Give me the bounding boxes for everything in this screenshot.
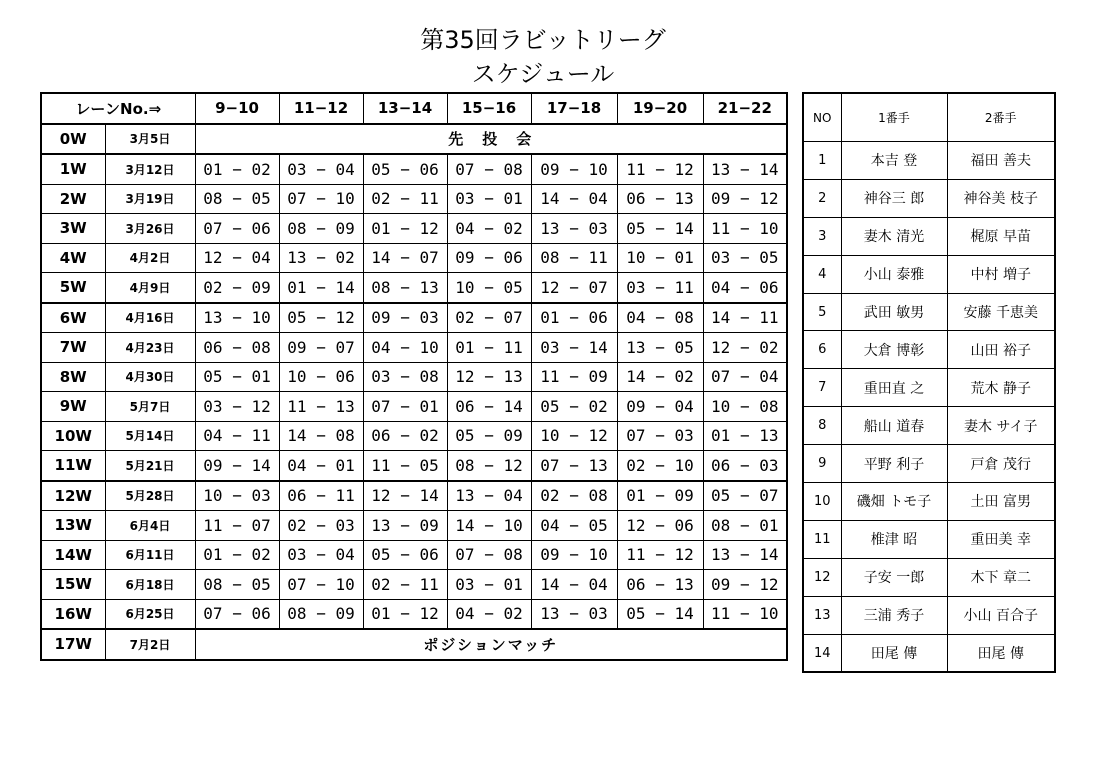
pair-cell: 06 − 08 bbox=[195, 333, 279, 363]
first-player-cell: 大倉 博彰 bbox=[841, 331, 947, 369]
pair-cell: 03 − 12 bbox=[195, 392, 279, 422]
second-player-cell: 荒木 静子 bbox=[947, 369, 1055, 407]
pair-cell: 11 − 12 bbox=[617, 540, 703, 570]
pair-cell: 13 − 09 bbox=[363, 511, 447, 541]
no-cell: 3 bbox=[803, 217, 841, 255]
pair-cell: 02 − 11 bbox=[363, 570, 447, 600]
pair-cell: 07 − 08 bbox=[447, 540, 531, 570]
pair-cell: 02 − 10 bbox=[617, 451, 703, 481]
pair-cell: 05 − 14 bbox=[617, 599, 703, 629]
week-cell: 11W bbox=[41, 451, 105, 481]
schedule-row bbox=[41, 392, 787, 422]
second-player-cell: 小山 百合子 bbox=[947, 596, 1055, 634]
pair-cell: 05 − 07 bbox=[703, 481, 787, 511]
pair-cell: 13 − 03 bbox=[531, 214, 617, 244]
second-player-cell: 神谷美 枝子 bbox=[947, 179, 1055, 217]
date-cell: 3月12日 bbox=[105, 154, 195, 184]
date-cell: 4月16日 bbox=[105, 303, 195, 333]
week-cell: 14W bbox=[41, 540, 105, 570]
pair-cell: 07 − 06 bbox=[195, 214, 279, 244]
date-cell: 6月11日 bbox=[105, 540, 195, 570]
date-cell: 7月2日 bbox=[105, 629, 195, 660]
pair-cell: 05 − 06 bbox=[363, 540, 447, 570]
first-player-cell: 妻木 清光 bbox=[841, 217, 947, 255]
schedule-table bbox=[40, 92, 788, 661]
week-cell: 6W bbox=[41, 303, 105, 333]
schedule-row bbox=[41, 154, 787, 184]
date-cell: 5月28日 bbox=[105, 481, 195, 511]
pair-cell: 12 − 14 bbox=[363, 481, 447, 511]
no-cell: 7 bbox=[803, 369, 841, 407]
second-player-cell: 妻木 サイ子 bbox=[947, 407, 1055, 445]
pair-cell: 14 − 10 bbox=[447, 511, 531, 541]
first-player-cell: 椎津 昭 bbox=[841, 520, 947, 558]
pair-cell: 09 − 12 bbox=[703, 184, 787, 214]
pair-cell: 12 − 04 bbox=[195, 243, 279, 273]
player-row bbox=[803, 331, 1055, 369]
pair-cell: 11 − 13 bbox=[279, 392, 363, 422]
players-table bbox=[802, 92, 1056, 673]
first-header: 1番手 bbox=[841, 93, 947, 142]
pair-cell: 07 − 08 bbox=[447, 154, 531, 184]
week-cell: 1W bbox=[41, 154, 105, 184]
no-cell: 4 bbox=[803, 255, 841, 293]
schedule-row bbox=[41, 333, 787, 363]
schedule-row bbox=[41, 629, 787, 660]
schedule-row bbox=[41, 451, 787, 481]
title-line-2: スケジュール bbox=[471, 60, 615, 88]
pair-cell: 12 − 06 bbox=[617, 511, 703, 541]
pair-cell: 07 − 03 bbox=[617, 421, 703, 451]
pair-cell: 13 − 10 bbox=[195, 303, 279, 333]
pair-cell: 13 − 02 bbox=[279, 243, 363, 273]
first-player-cell: 平野 利子 bbox=[841, 445, 947, 483]
pair-cell: 09 − 03 bbox=[363, 303, 447, 333]
player-row bbox=[803, 596, 1055, 634]
pair-cell: 07 − 13 bbox=[531, 451, 617, 481]
no-cell: 1 bbox=[803, 142, 841, 180]
second-player-cell: 安藤 千恵美 bbox=[947, 293, 1055, 331]
slot-header: 15−16 bbox=[447, 93, 531, 124]
pair-cell: 04 − 02 bbox=[447, 214, 531, 244]
pair-cell: 09 − 10 bbox=[531, 154, 617, 184]
pair-cell: 09 − 14 bbox=[195, 451, 279, 481]
player-row bbox=[803, 483, 1055, 521]
pair-cell: 01 − 12 bbox=[363, 599, 447, 629]
pair-cell: 11 − 07 bbox=[195, 511, 279, 541]
pair-cell: 02 − 11 bbox=[363, 184, 447, 214]
week-cell: 9W bbox=[41, 392, 105, 422]
date-cell: 5月14日 bbox=[105, 421, 195, 451]
date-cell: 4月30日 bbox=[105, 362, 195, 392]
player-row bbox=[803, 445, 1055, 483]
pair-cell: 09 − 06 bbox=[447, 243, 531, 273]
no-cell: 9 bbox=[803, 445, 841, 483]
lane-label: レーンNo.⇒ bbox=[41, 93, 195, 124]
date-cell: 4月23日 bbox=[105, 333, 195, 363]
player-row bbox=[803, 558, 1055, 596]
player-row bbox=[803, 520, 1055, 558]
schedule-header-row bbox=[41, 93, 787, 124]
pair-cell: 02 − 03 bbox=[279, 511, 363, 541]
pair-cell: 05 − 06 bbox=[363, 154, 447, 184]
pair-cell: 14 − 02 bbox=[617, 362, 703, 392]
week-cell: 0W bbox=[41, 124, 105, 155]
pair-cell: 02 − 09 bbox=[195, 273, 279, 303]
player-row bbox=[803, 369, 1055, 407]
pair-cell: 01 − 12 bbox=[363, 214, 447, 244]
second-header: 2番手 bbox=[947, 93, 1055, 142]
pair-cell: 12 − 07 bbox=[531, 273, 617, 303]
week-cell: 17W bbox=[41, 629, 105, 660]
pair-cell: 03 − 04 bbox=[279, 154, 363, 184]
pair-cell: 10 − 06 bbox=[279, 362, 363, 392]
player-row bbox=[803, 179, 1055, 217]
date-cell: 5月7日 bbox=[105, 392, 195, 422]
schedule-row bbox=[41, 570, 787, 600]
pair-cell: 09 − 12 bbox=[703, 570, 787, 600]
week-cell: 2W bbox=[41, 184, 105, 214]
pair-cell: 04 − 10 bbox=[363, 333, 447, 363]
pair-cell: 08 − 11 bbox=[531, 243, 617, 273]
pair-cell: 05 − 01 bbox=[195, 362, 279, 392]
date-cell: 3月19日 bbox=[105, 184, 195, 214]
pair-cell: 13 − 14 bbox=[703, 154, 787, 184]
schedule-row bbox=[41, 273, 787, 303]
pair-cell: 13 − 14 bbox=[703, 540, 787, 570]
schedule-row bbox=[41, 124, 787, 155]
no-cell: 2 bbox=[803, 179, 841, 217]
schedule-row bbox=[41, 599, 787, 629]
pair-cell: 14 − 07 bbox=[363, 243, 447, 273]
schedule-row bbox=[41, 243, 787, 273]
pair-cell: 01 − 14 bbox=[279, 273, 363, 303]
pair-cell: 11 − 10 bbox=[703, 599, 787, 629]
pair-cell: 07 − 10 bbox=[279, 184, 363, 214]
week-cell: 15W bbox=[41, 570, 105, 600]
pair-cell: 11 − 05 bbox=[363, 451, 447, 481]
first-player-cell: 小山 泰雅 bbox=[841, 255, 947, 293]
players-header-row bbox=[803, 93, 1055, 142]
pair-cell: 07 − 10 bbox=[279, 570, 363, 600]
pair-cell: 01 − 02 bbox=[195, 154, 279, 184]
week-cell: 5W bbox=[41, 273, 105, 303]
pair-cell: 10 − 08 bbox=[703, 392, 787, 422]
week-cell: 4W bbox=[41, 243, 105, 273]
no-cell: 5 bbox=[803, 293, 841, 331]
slot-header: 19−20 bbox=[617, 93, 703, 124]
date-cell: 4月9日 bbox=[105, 273, 195, 303]
pair-cell: 01 − 09 bbox=[617, 481, 703, 511]
pair-cell: 12 − 02 bbox=[703, 333, 787, 363]
no-cell: 10 bbox=[803, 483, 841, 521]
date-cell: 5月21日 bbox=[105, 451, 195, 481]
pair-cell: 01 − 06 bbox=[531, 303, 617, 333]
first-player-cell: 船山 道春 bbox=[841, 407, 947, 445]
week-cell: 8W bbox=[41, 362, 105, 392]
pair-cell: 07 − 04 bbox=[703, 362, 787, 392]
second-player-cell: 山田 裕子 bbox=[947, 331, 1055, 369]
slot-header: 11−12 bbox=[279, 93, 363, 124]
pair-cell: 04 − 06 bbox=[703, 273, 787, 303]
pair-cell: 03 − 05 bbox=[703, 243, 787, 273]
pair-cell: 03 − 01 bbox=[447, 184, 531, 214]
date-cell: 3月26日 bbox=[105, 214, 195, 244]
second-player-cell: 福田 善夫 bbox=[947, 142, 1055, 180]
pair-cell: 05 − 12 bbox=[279, 303, 363, 333]
pair-cell: 04 − 08 bbox=[617, 303, 703, 333]
pair-cell: 10 − 12 bbox=[531, 421, 617, 451]
pair-cell: 10 − 01 bbox=[617, 243, 703, 273]
event-cell: 先 投 会 bbox=[195, 124, 787, 155]
no-cell: 12 bbox=[803, 558, 841, 596]
no-cell: 11 bbox=[803, 520, 841, 558]
player-row bbox=[803, 634, 1055, 672]
pair-cell: 06 − 13 bbox=[617, 570, 703, 600]
player-row bbox=[803, 255, 1055, 293]
no-cell: 13 bbox=[803, 596, 841, 634]
pair-cell: 04 − 11 bbox=[195, 421, 279, 451]
first-player-cell: 三浦 秀子 bbox=[841, 596, 947, 634]
pair-cell: 11 − 10 bbox=[703, 214, 787, 244]
first-player-cell: 重田直 之 bbox=[841, 369, 947, 407]
pair-cell: 08 − 05 bbox=[195, 184, 279, 214]
pair-cell: 05 − 02 bbox=[531, 392, 617, 422]
pair-cell: 09 − 04 bbox=[617, 392, 703, 422]
pair-cell: 06 − 11 bbox=[279, 481, 363, 511]
pair-cell: 13 − 05 bbox=[617, 333, 703, 363]
pair-cell: 08 − 13 bbox=[363, 273, 447, 303]
schedule-row bbox=[41, 540, 787, 570]
pair-cell: 01 − 13 bbox=[703, 421, 787, 451]
schedule-row bbox=[41, 214, 787, 244]
date-cell: 3月5日 bbox=[105, 124, 195, 155]
pair-cell: 08 − 12 bbox=[447, 451, 531, 481]
pair-cell: 06 − 03 bbox=[703, 451, 787, 481]
title-line-1: 第35回ラビットリーグ bbox=[420, 26, 666, 54]
pair-cell: 11 − 12 bbox=[617, 154, 703, 184]
no-cell: 6 bbox=[803, 331, 841, 369]
pair-cell: 06 − 14 bbox=[447, 392, 531, 422]
second-player-cell: 梶原 早苗 bbox=[947, 217, 1055, 255]
week-cell: 3W bbox=[41, 214, 105, 244]
pair-cell: 03 − 11 bbox=[617, 273, 703, 303]
pair-cell: 14 − 04 bbox=[531, 570, 617, 600]
slot-header: 13−14 bbox=[363, 93, 447, 124]
no-cell: 8 bbox=[803, 407, 841, 445]
pair-cell: 10 − 03 bbox=[195, 481, 279, 511]
pair-cell: 08 − 09 bbox=[279, 599, 363, 629]
week-cell: 12W bbox=[41, 481, 105, 511]
pair-cell: 03 − 14 bbox=[531, 333, 617, 363]
pair-cell: 10 − 05 bbox=[447, 273, 531, 303]
pair-cell: 01 − 02 bbox=[195, 540, 279, 570]
pair-cell: 04 − 05 bbox=[531, 511, 617, 541]
pair-cell: 03 − 08 bbox=[363, 362, 447, 392]
date-cell: 6月25日 bbox=[105, 599, 195, 629]
schedule-row bbox=[41, 511, 787, 541]
first-player-cell: 田尾 傳 bbox=[841, 634, 947, 672]
slot-header: 9−10 bbox=[195, 93, 279, 124]
pair-cell: 02 − 07 bbox=[447, 303, 531, 333]
date-cell: 6月4日 bbox=[105, 511, 195, 541]
slot-header: 17−18 bbox=[531, 93, 617, 124]
pair-cell: 09 − 10 bbox=[531, 540, 617, 570]
first-player-cell: 本吉 登 bbox=[841, 142, 947, 180]
first-player-cell: 磯畑 トモ子 bbox=[841, 483, 947, 521]
pair-cell: 14 − 11 bbox=[703, 303, 787, 333]
pair-cell: 02 − 08 bbox=[531, 481, 617, 511]
pair-cell: 12 − 13 bbox=[447, 362, 531, 392]
schedule-row bbox=[41, 362, 787, 392]
pair-cell: 04 − 02 bbox=[447, 599, 531, 629]
schedule-row bbox=[41, 421, 787, 451]
second-player-cell: 土田 富男 bbox=[947, 483, 1055, 521]
week-cell: 13W bbox=[41, 511, 105, 541]
no-header: NO bbox=[803, 93, 841, 142]
player-row bbox=[803, 217, 1055, 255]
pair-cell: 14 − 08 bbox=[279, 421, 363, 451]
pair-cell: 11 − 09 bbox=[531, 362, 617, 392]
pair-cell: 04 − 01 bbox=[279, 451, 363, 481]
pair-cell: 01 − 11 bbox=[447, 333, 531, 363]
second-player-cell: 戸倉 茂行 bbox=[947, 445, 1055, 483]
slot-header: 21−22 bbox=[703, 93, 787, 124]
second-player-cell: 重田美 幸 bbox=[947, 520, 1055, 558]
first-player-cell: 神谷三 郎 bbox=[841, 179, 947, 217]
player-row bbox=[803, 293, 1055, 331]
pair-cell: 07 − 01 bbox=[363, 392, 447, 422]
pair-cell: 05 − 09 bbox=[447, 421, 531, 451]
pair-cell: 08 − 01 bbox=[703, 511, 787, 541]
pair-cell: 14 − 04 bbox=[531, 184, 617, 214]
first-player-cell: 子安 一郎 bbox=[841, 558, 947, 596]
pair-cell: 05 − 14 bbox=[617, 214, 703, 244]
schedule-row bbox=[41, 303, 787, 333]
pair-cell: 09 − 07 bbox=[279, 333, 363, 363]
week-cell: 7W bbox=[41, 333, 105, 363]
pair-cell: 13 − 03 bbox=[531, 599, 617, 629]
second-player-cell: 中村 増子 bbox=[947, 255, 1055, 293]
date-cell: 6月18日 bbox=[105, 570, 195, 600]
second-player-cell: 木下 章二 bbox=[947, 558, 1055, 596]
pair-cell: 08 − 09 bbox=[279, 214, 363, 244]
event-cell: ポジションマッチ bbox=[195, 629, 787, 660]
player-row bbox=[803, 407, 1055, 445]
pair-cell: 03 − 01 bbox=[447, 570, 531, 600]
week-cell: 16W bbox=[41, 599, 105, 629]
week-cell: 10W bbox=[41, 421, 105, 451]
pair-cell: 13 − 04 bbox=[447, 481, 531, 511]
pair-cell: 06 − 02 bbox=[363, 421, 447, 451]
date-cell: 4月2日 bbox=[105, 243, 195, 273]
schedule-row bbox=[41, 184, 787, 214]
pair-cell: 06 − 13 bbox=[617, 184, 703, 214]
first-player-cell: 武田 敏男 bbox=[841, 293, 947, 331]
pair-cell: 08 − 05 bbox=[195, 570, 279, 600]
pair-cell: 07 − 06 bbox=[195, 599, 279, 629]
schedule-row bbox=[41, 481, 787, 511]
pair-cell: 03 − 04 bbox=[279, 540, 363, 570]
second-player-cell: 田尾 傳 bbox=[947, 634, 1055, 672]
player-row bbox=[803, 142, 1055, 180]
no-cell: 14 bbox=[803, 634, 841, 672]
